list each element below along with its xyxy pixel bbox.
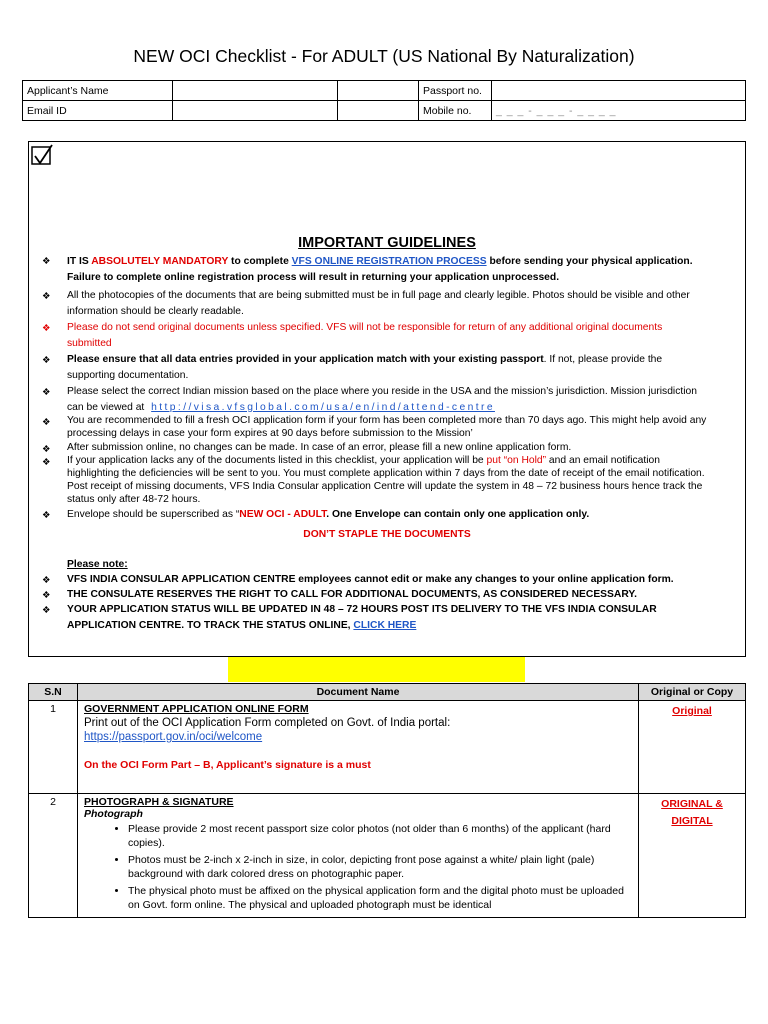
row-text: Print out of the OCI Application Form completed on Govt. of India portal: [84, 717, 451, 729]
row-sn: 2 [29, 794, 78, 918]
table-header-row [29, 684, 746, 701]
mobile-field[interactable] [492, 101, 746, 121]
name-field[interactable] [173, 81, 338, 101]
jurisdiction-link[interactable]: http://visa.vfsglobal.com/usa/en/ind/attend-centre [151, 402, 495, 413]
email-field-extra[interactable] [338, 101, 419, 121]
row-subheading: Photograph [84, 808, 143, 820]
diamond-bullet-icon: ❖ [42, 355, 51, 366]
guideline-5: Please select the correct Indian mission based on the place where you reside in the USA and the mission’s jurisdiction. Mission jurisdiction can be viewed at http://visa.vfsglobal.com/usa/en/ind/attend-centre [67, 386, 697, 413]
name-field-extra[interactable] [338, 81, 419, 101]
guideline-4: Please ensure that all data entries provided in your application match with your existing passport. If not, please provide the supporting documentation. [67, 354, 663, 381]
diamond-bullet-icon: ❖ [42, 387, 51, 398]
diamond-bullet-icon: ❖ [42, 605, 51, 616]
applicant-info-table [22, 80, 746, 121]
passport-label: Passport no. [419, 81, 492, 101]
passport-field[interactable] [492, 81, 746, 101]
row-document [78, 701, 639, 794]
guideline-8: If your application lacks any of the documents listed in this checklist, your application will be put “on Hold” and an email notification highlighting the deficiencies will be sent to you. You must complete application within 7 days from the date of receipt of the email notification. Post receipt of missing documents, VFS India Consular application Centre will update the system in 48 – 72 business hours hence track the status only after 48-72 hours. [67, 455, 705, 505]
guideline-3: Please do not send original documents unless specified. VFS will not be responsible for return of any additional original documents submitted [67, 322, 663, 349]
guideline-6: You are recommended to fill a fresh OCI application form if your form has been completed more than 70 days ago. This might help avoid any processing delays in case your form expires at 90 days before submission to the Mission’ [67, 415, 707, 439]
row-document [78, 794, 639, 918]
checkbox-icon [31, 144, 53, 166]
row-sn: 1 [29, 701, 78, 794]
page-title: NEW OCI Checklist - For ADULT (US National By Naturalization) [133, 46, 635, 66]
passport-portal-link[interactable]: https://passport.gov.in/oci/welcome [84, 731, 263, 743]
header-original-or-copy: Original or Copy [639, 684, 746, 701]
highlight-bar [228, 657, 525, 682]
guidelines-title: IMPORTANT GUIDELINES [298, 235, 476, 251]
diamond-bullet-icon: ❖ [42, 256, 51, 267]
guideline-2: All the photocopies of the documents that are being submitted must be in full page and clearly legible. Photos should be visible and other information should be clearly readable. [67, 290, 690, 317]
diamond-bullet-icon: ❖ [42, 417, 51, 428]
documents-table [28, 683, 746, 918]
row-status: ORIGINAL & DIGITAL [639, 794, 746, 918]
header-sn: S.N [29, 684, 78, 701]
list-item: • Please provide 2 most recent passport size color photos (not older than 6 months) of the applicant (hard copies). [128, 822, 632, 850]
diamond-bullet-icon: ❖ [42, 444, 51, 455]
guideline-1: IT IS ABSOLUTELY MANDATORY to complete VFS ONLINE REGISTRATION PROCESS before sending your physical application. Failure to complete online registration process will result in returning your application unprocessed. [67, 256, 693, 283]
email-field[interactable] [173, 101, 338, 121]
track-status-link[interactable]: CLICK HERE [353, 620, 417, 631]
photo-requirements-list [84, 822, 632, 912]
table-row [29, 794, 746, 918]
diamond-bullet-icon: ❖ [42, 510, 51, 521]
guidelines-box [28, 141, 746, 657]
row-heading: PHOTOGRAPH & SIGNATURE [84, 796, 234, 808]
row-heading: GOVERNMENT APPLICATION ONLINE FORM [84, 703, 309, 715]
signature-note: On the OCI Form Part – B, Applicant’s signature is a must [84, 759, 371, 771]
row-status: Original [639, 701, 746, 794]
mobile-label: Mobile no. [419, 101, 492, 121]
vfs-registration-link[interactable]: VFS ONLINE REGISTRATION PROCESS [291, 256, 487, 267]
please-note-heading: Please note: [67, 559, 128, 570]
list-item: • Photos must be 2-inch x 2-inch in size, in color, depicting front pose against a white/ plain light (pale) background with dark colored dress on photographic paper. [128, 853, 632, 881]
diamond-bullet-icon: ❖ [42, 590, 51, 601]
name-label: Applicant’s Name [23, 81, 173, 101]
diamond-bullet-icon: ❖ [42, 291, 51, 302]
list-item: • The physical photo must be affixed on the physical application form and the digital photo must be uploaded on Govt. form online. The physical and uploaded photograph must be identical [128, 884, 632, 912]
note-2: THE CONSULATE RESERVES THE RIGHT TO CALL FOR ADDITIONAL DOCUMENTS, AS CONSIDERED NECESSARY. [67, 589, 637, 600]
diamond-bullet-icon: ❖ [42, 457, 51, 468]
mobile-blank: _ _ _ - _ _ _ - _ _ _ _ [496, 104, 617, 117]
guideline-9: Envelope should be superscribed as “NEW OCI - ADULT. One Envelope can contain only one application only. [67, 509, 590, 520]
note-3: YOUR APPLICATION STATUS WILL BE UPDATED IN 48 – 72 HOURS POST ITS DELIVERY TO THE VFS INDIA CONSULAR APPLICATION CENTRE. TO TRACK THE STATUS ONLINE, CLICK HERE [67, 604, 657, 631]
table-row [29, 701, 746, 794]
header-document-name: Document Name [78, 684, 639, 701]
diamond-bullet-icon: ❖ [42, 323, 51, 334]
dont-staple-notice: DON’T STAPLE THE DOCUMENTS [303, 529, 471, 540]
note-1: VFS INDIA CONSULAR APPLICATION CENTRE employees cannot edit or make any changes to your online application form. [67, 574, 674, 585]
guideline-7: After submission online, no changes can be made. In case of an error, please fill a new online application form. [67, 442, 572, 453]
diamond-bullet-icon: ❖ [42, 575, 51, 586]
email-label: Email ID [23, 101, 173, 121]
